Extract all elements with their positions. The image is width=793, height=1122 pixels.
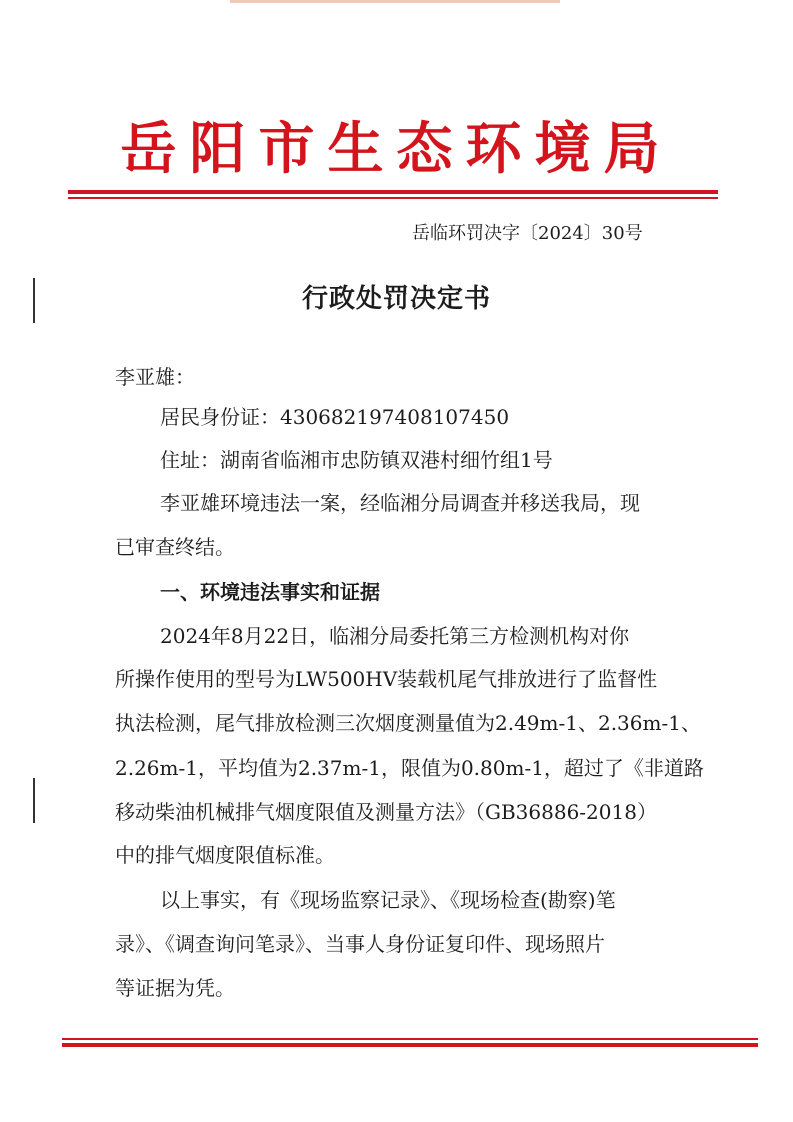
address-line: 住址：湖南省临湘市忠防镇双港村细竹组1号 <box>160 448 553 472</box>
intro-line: 李亚雄环境违法一案，经临湘分局调查并移送我局，现 <box>160 491 640 515</box>
evidence-line: 以上事实，有《现场监察记录》、《现场检查(勘察)笔 <box>160 888 616 912</box>
facts-line: 执法检测，尾气排放检测三次烟度测量值为2.49m-1、2.36m-1、 <box>115 711 701 735</box>
facts-line: 2.26m-1，平均值为2.37m-1，限值为0.80m-1，超过了《非道路 <box>115 756 704 780</box>
facts-line: 2024年8月22日，临湘分局委托第三方检测机构对你 <box>160 624 630 648</box>
id-number-line: 居民身份证：430682197408107450 <box>160 405 510 429</box>
footer-rule-thin <box>62 1038 758 1040</box>
binding-mark <box>33 778 35 823</box>
agency-header: 岳阳市生态环境局 <box>120 117 673 182</box>
document-number: 岳临环罚决字〔2024〕30号 <box>412 223 643 244</box>
top-edge-stripe <box>230 0 560 3</box>
document-title: 行政处罚决定书 <box>301 284 491 314</box>
footer-rule-thick <box>62 1043 758 1047</box>
facts-line: 中的排气烟度限值标准。 <box>115 843 335 867</box>
binding-mark <box>33 278 35 323</box>
facts-line: 移动柴油机械排气烟度限值及测量方法》（GB36886-2018） <box>115 800 657 824</box>
intro-line: 已审查终结。 <box>115 535 235 559</box>
evidence-line: 录》、《调查询问笔录》、当事人身份证复印件、现场照片 <box>115 932 605 956</box>
facts-line: 所操作使用的型号为LW500HV装载机尾气排放进行了监督性 <box>115 667 658 691</box>
section-heading: 一、环境违法事实和证据 <box>160 580 380 604</box>
evidence-line: 等证据为凭。 <box>115 976 235 1000</box>
header-rule-thick <box>68 190 718 194</box>
addressee: 李亚雄： <box>115 365 195 389</box>
header-rule-thin <box>68 197 718 199</box>
